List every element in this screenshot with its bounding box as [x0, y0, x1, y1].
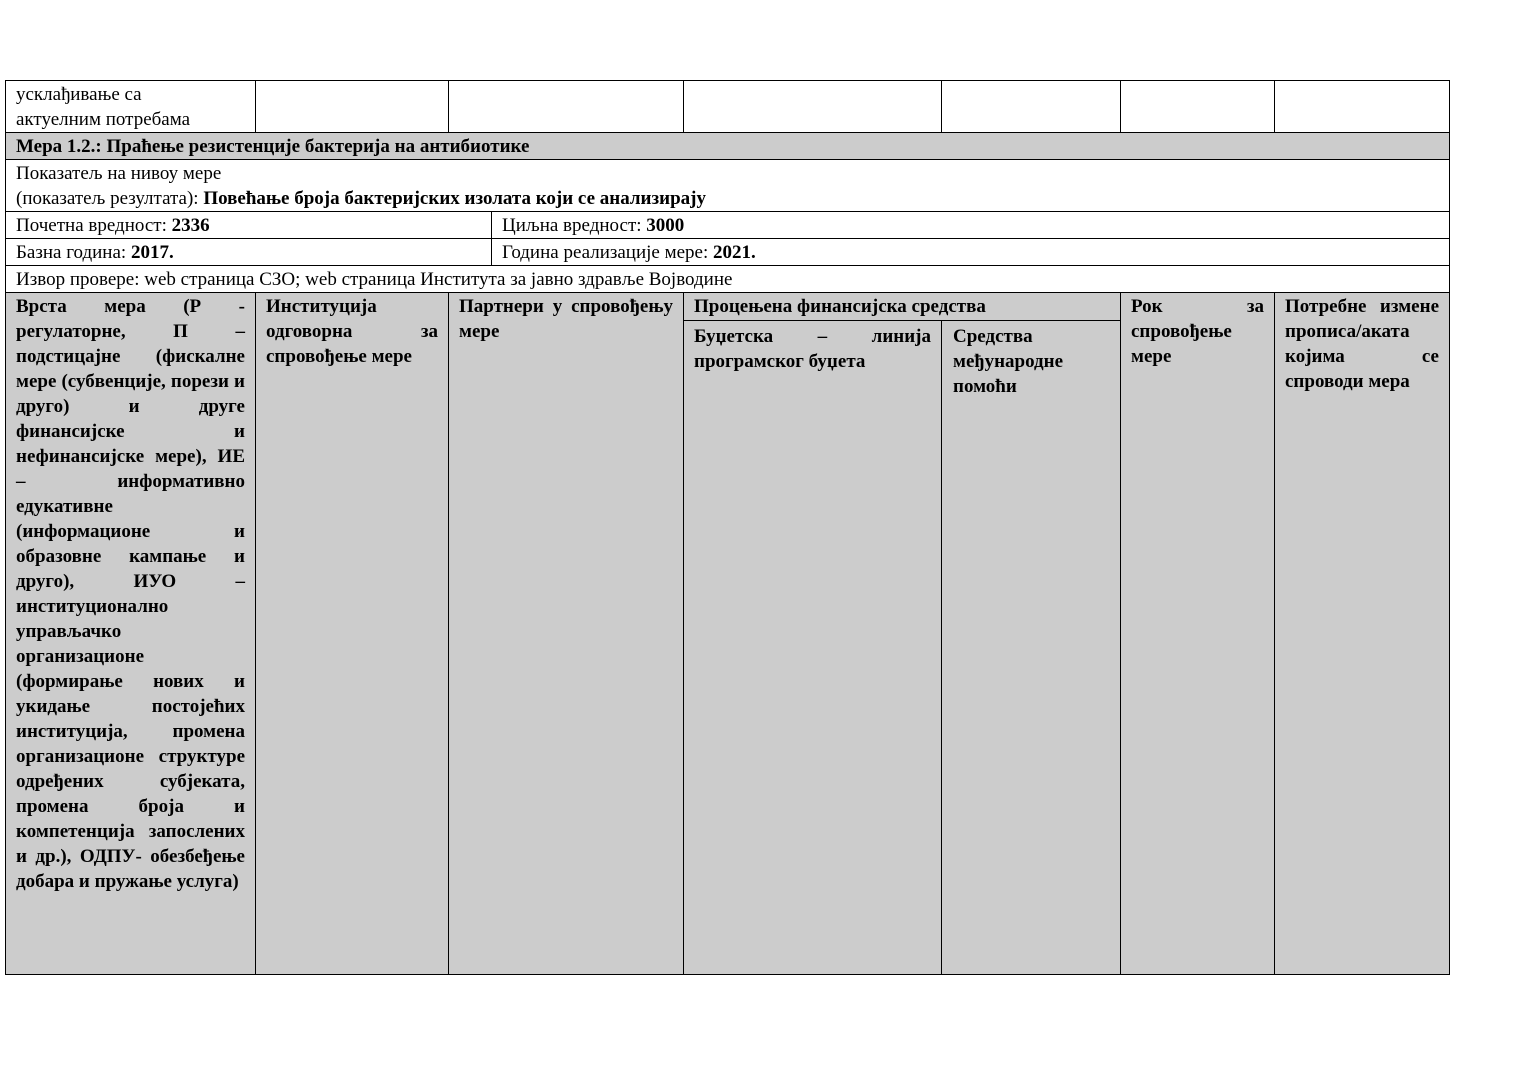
header-budget-line: Буџетска – линија програмског буџета: [684, 321, 942, 975]
indicator-result: [16, 186, 1439, 211]
source-row: [6, 266, 1450, 293]
header-deadline: Рок за спровођење мере: [1121, 293, 1275, 975]
cell-empty: [256, 81, 449, 133]
verification-source: Извор провере: web страница СЗО; web страница Института за јавно здравље Војводине: [6, 266, 1450, 293]
header-regulation-changes: Потребне измене прописа/аката којима се спроводи мера: [1275, 293, 1450, 975]
header-intl-aid: Средства међународне помоћи: [942, 321, 1121, 975]
cell-empty: [1121, 81, 1275, 133]
cell-empty: [1275, 81, 1450, 133]
values-row: [6, 212, 1450, 239]
table-row-top: [6, 81, 1450, 133]
measure-title: Мера 1.2.: Праћење резистенције бактерија на антибиотике: [6, 133, 1450, 160]
header-estimated-funds: Процењена финансијска средства: [684, 293, 1121, 321]
initial-value-cell: [6, 212, 492, 239]
initial-value-label: Почетна вредност:: [16, 215, 172, 236]
header-row-1: [6, 293, 1450, 321]
cell-text-line2: актуелним потребама: [16, 109, 191, 130]
cell-empty: [942, 81, 1121, 133]
target-value: 3000: [646, 215, 685, 236]
years-row: [6, 239, 1450, 266]
base-year-cell: [6, 239, 492, 266]
realization-year: 2021.: [713, 242, 756, 263]
header-institution: Институција одговорна за спровођење мере: [256, 293, 449, 975]
realization-year-label: Година реализације мере:: [502, 242, 714, 263]
realization-year-cell: [492, 239, 1450, 266]
header-measure-type: Врста мера (Р - регулаторне, П – подстицајне (фискалне мере (субвенције, порези и друго) и друге финансијске и нефинансијске мере), ИЕ – информативно едукативне (информационе и образовне кампање и друго), ИУО – институционално управљачко организационе (формирање нових и укидање постојећих институција, промена организационе структуре одређених субјеката, промена броја и компетенција запослених и др.), ОДПУ- обезбеђење добара и пружање услуга): [6, 293, 256, 975]
cell-empty: [449, 81, 684, 133]
measure-table: [5, 80, 1450, 975]
indicator-label: Показатељ на нивоу мере: [16, 163, 222, 184]
target-value-cell: [492, 212, 1450, 239]
cell-alignment: [6, 81, 256, 133]
indicator-row: [6, 160, 1450, 212]
indicator-result-label: (показатељ резултата):: [16, 188, 204, 209]
base-year-label: Базна година:: [16, 242, 131, 263]
header-partners: Партнери у спровођењу мере: [449, 293, 684, 975]
indicator-cell: [6, 160, 1450, 212]
target-value-label: Циљна вредност:: [502, 215, 647, 236]
indicator-result-value: Повећање броја бактеријских изолата који се анализирају: [203, 188, 706, 209]
measure-title-row: [6, 133, 1450, 160]
cell-text-line1: усклађивање са: [16, 84, 142, 105]
initial-value: 2336: [171, 215, 210, 236]
cell-empty: [684, 81, 942, 133]
base-year: 2017.: [130, 242, 174, 263]
